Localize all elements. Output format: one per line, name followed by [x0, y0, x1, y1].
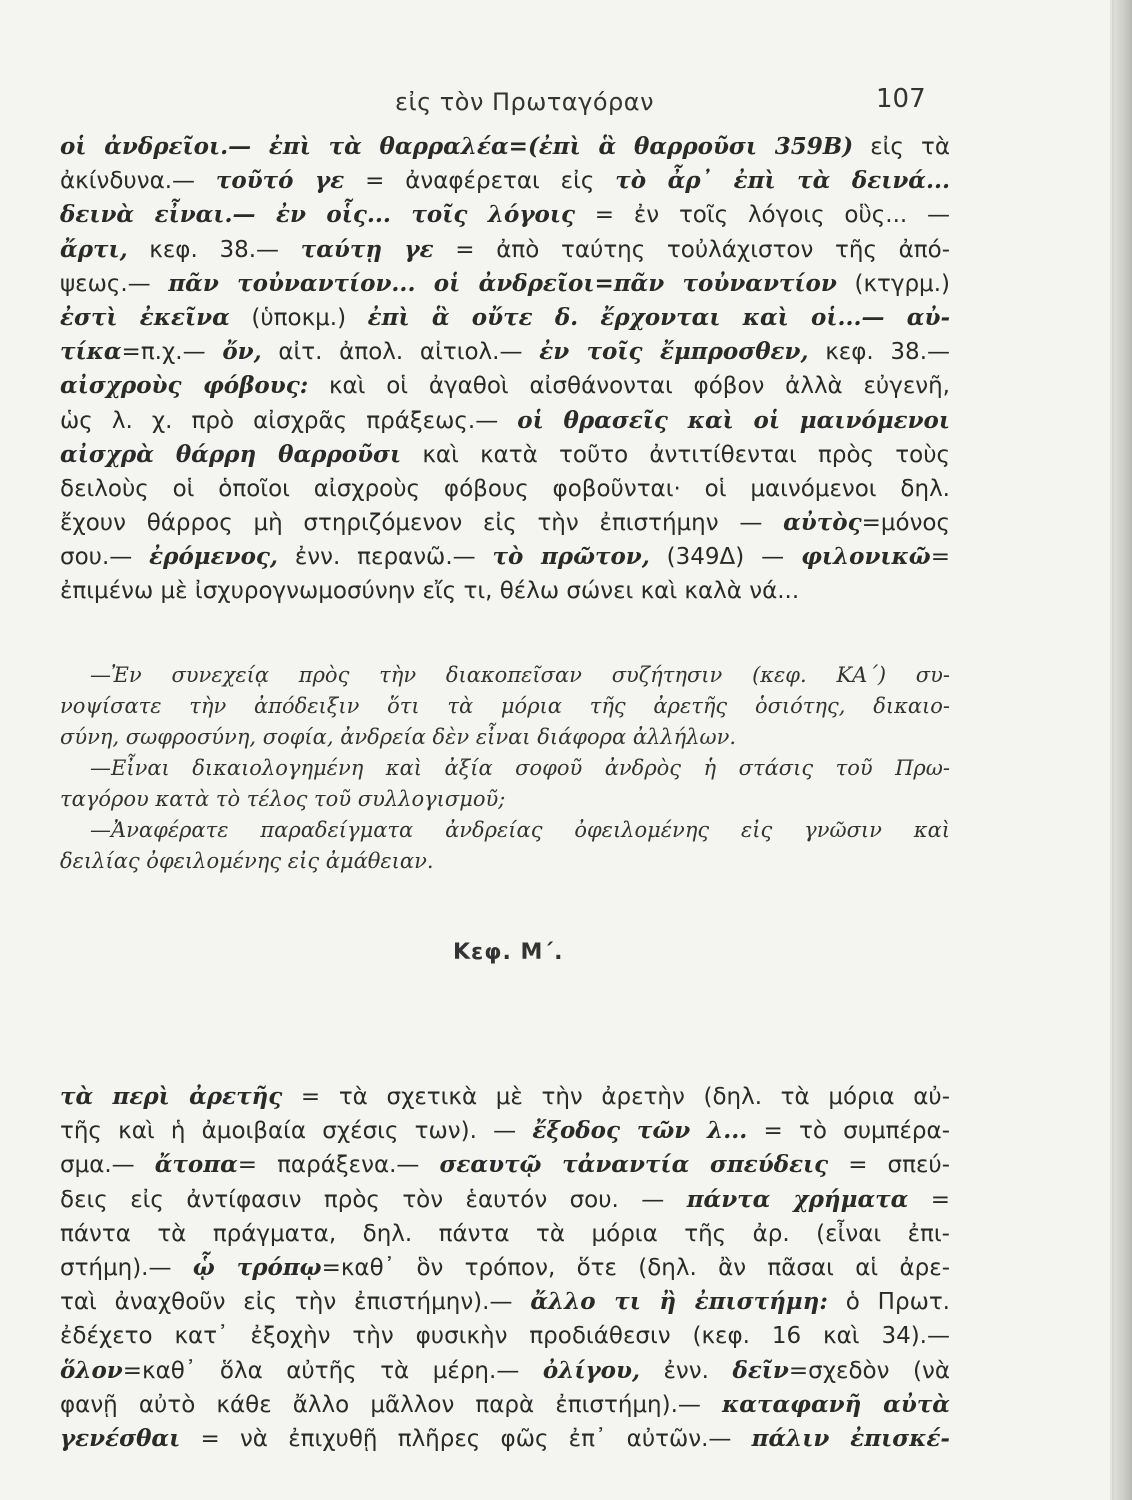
gloss-text: καὶ οἱ ἀγαθοὶ αἰσθάνονται φόβον ἀλλὰ εὐγενῆ,	[308, 373, 950, 400]
gloss-text: σου.—	[60, 544, 150, 571]
question-line: δειλίας ὀφειλομένης εἰς ἀμάθειαν.	[60, 849, 434, 873]
gloss-text: =	[930, 544, 950, 571]
gloss-text: εἰς τὰ	[853, 134, 950, 160]
lemma-term: ἐρόμενος,	[149, 543, 278, 571]
text-line	[60, 335, 950, 369]
lemma-term: φιλονικῶ	[801, 543, 931, 571]
text-line	[60, 369, 950, 403]
gloss-text: =μόνος	[861, 510, 950, 537]
gloss-text: = ἀναφέρεται εἰς	[344, 168, 616, 195]
lemma-term: ἄτοπα	[154, 1151, 238, 1179]
lemma-term: σεαυτῷ τἀναντία σπεύδεις	[439, 1151, 829, 1179]
question-line: —Ἀναφέρατε παραδείγματα ἀνδρείας ὀφειλομένης εἰς γνῶσιν καὶ	[90, 818, 950, 842]
lemma-term: ἄλλο τι ἢ ἐπιστήμη:	[530, 1288, 828, 1316]
gloss-text: σμα.—	[60, 1152, 155, 1179]
gloss-text: φανῇ αὐτὸ κάθε ἄλλο μᾶλλον παρὰ ἐπιστήμη).—	[60, 1391, 723, 1418]
commentary-paragraph	[60, 130, 950, 609]
gloss-text: = σπεύ-	[828, 1152, 950, 1179]
lemma-term: τὰ περὶ ἀρετῆς	[60, 1083, 283, 1110]
question-line: σύνη, σωφροσύνη, σοφία, ἀνδρεία δὲν εἶναι διάφορα ἀλλήλων.	[60, 725, 737, 749]
lemma-term: γενέσθαι	[60, 1424, 181, 1452]
question-line: ταγόρου κατὰ τὸ τέλος τοῦ συλλογισμοῦ;	[60, 787, 506, 811]
text-line	[60, 1080, 950, 1114]
gloss-text: ἐνν. περανῶ.—	[277, 544, 493, 571]
text-line	[60, 1354, 950, 1388]
gloss-text: ἔχουν θάρρος μὴ στηριζόμενον εἰς τὴν ἐπιστήμην —	[60, 510, 784, 537]
text-line	[60, 1148, 950, 1182]
gloss-text: κεφ. 38.—	[808, 339, 951, 366]
review-questions	[60, 660, 950, 877]
gloss-text: δειλοὺς οἱ ὁποῖοι αἰσχροὺς φόβους φοβοῦνται· οἱ μαινόμενοι δηλ.	[60, 475, 950, 502]
text-line	[60, 1217, 950, 1251]
gloss-text: κεφ. 38.—	[127, 236, 301, 263]
gloss-text: ἐδέχετο κατ᾽ ἐξοχὴν τὴν φυσικὴν προδιάθεσιν (κεφ. 16 καὶ 34).—	[60, 1323, 950, 1350]
lemma-term: τὸ πρῶτον,	[492, 543, 650, 571]
gloss-text: = παράξενα.—	[237, 1152, 440, 1179]
gloss-text: =καθ᾽ ὃν τρόπον, ὅτε (δηλ. ἂν πᾶσαι αἱ ἀρε-	[321, 1254, 950, 1281]
text-line	[60, 1319, 950, 1353]
gloss-text: = τὸ συμπέρα-	[747, 1118, 950, 1145]
gloss-text: (ὑποκμ.)	[229, 304, 368, 331]
lemma-term: πᾶν τοὐναντίον... οἱ ἀνδρεῖοι=πᾶν τοὐναντίον	[168, 269, 837, 297]
lemma-term: οἱ θρασεῖς καὶ οἱ μαινόμενοι	[517, 406, 951, 434]
lemma-term: ταύτῃ γε	[300, 235, 434, 263]
running-title: εἰς τὸν Πρωταγόραν	[395, 88, 654, 116]
lemma-term: δεῖν	[732, 1356, 789, 1384]
lemma-term: ἐπὶ ἃ οὔτε δ. ἔρχονται καὶ οἱ...— αὐ-	[367, 303, 951, 331]
question-line: —Εἶναι δικαιολογημένη καὶ ἀξία σοφοῦ ἀνδρὸς ἡ στάσις τοῦ Πρω-	[90, 756, 950, 780]
text-line	[60, 198, 950, 232]
text-line	[60, 472, 950, 506]
lemma-term: ὄν,	[222, 338, 262, 366]
lemma-term: πάντα χρήματα	[686, 1185, 909, 1213]
lemma-term: ἄρτι,	[60, 235, 128, 263]
text-line	[60, 301, 950, 335]
gloss-text: (349Δ) —	[649, 544, 802, 571]
gloss-text: στήμη).—	[60, 1254, 193, 1281]
lemma-term: καταφανῆ αὐτὰ	[722, 1390, 950, 1418]
gloss-text: = τὰ σχετικὰ μὲ τὴν ἀρετὴν (δηλ. τὰ μόρια αὐ-	[282, 1084, 950, 1110]
text-line	[60, 438, 950, 472]
gloss-text: ἐνν.	[639, 1357, 733, 1384]
gloss-text: = νὰ ἐπιχυθῇ πλῆρες φῶς ἐπ᾽ αὐτῶν.—	[180, 1425, 752, 1452]
lemma-term: ὀλίγου,	[542, 1356, 640, 1384]
gloss-text: ἀκίνδυνα.—	[60, 168, 216, 195]
question-line: —Ἐν συνεχείᾳ πρὸς τὴν διακοπεῖσαν συζήτησιν (κεφ. ΚΑ΄) συ-	[90, 663, 950, 687]
gloss-text: δεις εἰς ἀντίφασιν πρὸς τὸν ἑαυτόν σου. —	[60, 1186, 687, 1213]
chapter-commentary-paragraph	[60, 1080, 950, 1456]
lemma-term: αἰσχροὺς φόβους:	[60, 372, 309, 400]
text-line	[60, 164, 950, 198]
lemma-term: ᾧ τρόπῳ	[192, 1253, 322, 1281]
gloss-text: ὡς λ. χ. πρὸ αἰσχρᾶς πράξεως.—	[60, 407, 518, 434]
gloss-text: ὁ Πρωτ.	[827, 1289, 950, 1316]
lemma-term: αἰσχρὰ θάρρη θαρροῦσι	[60, 440, 402, 468]
lemma-term: πάλιν ἐπισκέ-	[751, 1424, 950, 1452]
gloss-text: ἐπιμένω μὲ ἰσχυρογνωμοσύνην εἴς τι, θέλω σώνει καὶ καλὰ νά...	[60, 578, 800, 605]
gloss-text: ψεως.—	[60, 270, 169, 297]
gloss-text: =καθ᾽ ὅλα αὐτῆς τὰ μέρη.—	[122, 1357, 543, 1384]
gloss-text: αἰτ. ἀπολ. αἰτιολ.—	[261, 339, 540, 366]
page-number: 107	[876, 84, 926, 114]
lemma-term: ἐστὶ ἐκεῖνα	[60, 303, 230, 331]
text-line	[60, 1285, 950, 1319]
page-edge-line	[1112, 0, 1114, 1500]
text-line	[60, 130, 950, 164]
lemma-term: ἐν τοῖς ἔμπροσθεν,	[539, 338, 809, 366]
gloss-text: = ἐν τοῖς λόγοις οὓς... —	[575, 202, 950, 229]
text-line	[60, 1114, 950, 1148]
question-line: νοψίσατε τὴν ἀπόδειξιν ὅτι τὰ μόρια τῆς ἀρετῆς ὁσιότης, δικαιο-	[60, 694, 950, 718]
text-line	[60, 1422, 950, 1456]
gloss-text: πάντα τὰ πράγματα, δηλ. πάντα τὰ μόρια τῆς ἀρ. (εἶναι ἐπι-	[60, 1220, 950, 1247]
text-line	[60, 1251, 950, 1285]
lemma-term: ὅλον	[60, 1356, 123, 1384]
text-line	[60, 267, 950, 301]
text-line	[60, 1388, 950, 1422]
gloss-text: =	[908, 1186, 951, 1213]
gloss-text: ταὶ ἀναχθοῦν εἰς τὴν ἐπιστήμην).—	[60, 1289, 531, 1316]
lemma-term: δεινὰ εἶναι.— ἐν οἷς... τοῖς λόγοις	[60, 201, 575, 229]
gloss-text: (κτγρμ.)	[836, 270, 950, 297]
text-line	[60, 1183, 950, 1217]
gloss-text: τῆς καὶ ἡ ἀμοιβαία σχέσις των). —	[60, 1118, 533, 1145]
text-line	[60, 404, 950, 438]
lemma-term: ἔξοδος τῶν λ...	[532, 1117, 748, 1145]
lemma-term: αὐτὸς	[783, 509, 862, 537]
text-line	[60, 233, 950, 267]
gloss-text: =σχεδὸν (νὰ	[788, 1357, 950, 1384]
lemma-term: τίκα	[60, 338, 122, 366]
gloss-text: = ἀπὸ ταύτης τοὐλάχιστον τῆς ἀπό-	[433, 236, 951, 263]
gloss-text: καὶ κατὰ τοῦτο ἀντιτίθενται πρὸς τοὺς	[401, 441, 950, 468]
chapter-heading: Κεφ. Μ΄.	[453, 940, 564, 965]
text-line	[60, 540, 950, 574]
text-line	[60, 506, 950, 540]
text-line	[60, 574, 950, 608]
gloss-text: =π.χ.—	[121, 339, 223, 366]
lemma-term: τὸ ἆρ᾽ ἐπὶ τὰ δεινά...	[615, 167, 951, 195]
lemma-term: τοῦτό γε	[215, 167, 345, 195]
lemma-term: οἱ ἀνδρεῖοι.— ἐπὶ τὰ θαρραλέα=(ἐπὶ ἃ θαρροῦσι 359Β)	[60, 133, 854, 160]
